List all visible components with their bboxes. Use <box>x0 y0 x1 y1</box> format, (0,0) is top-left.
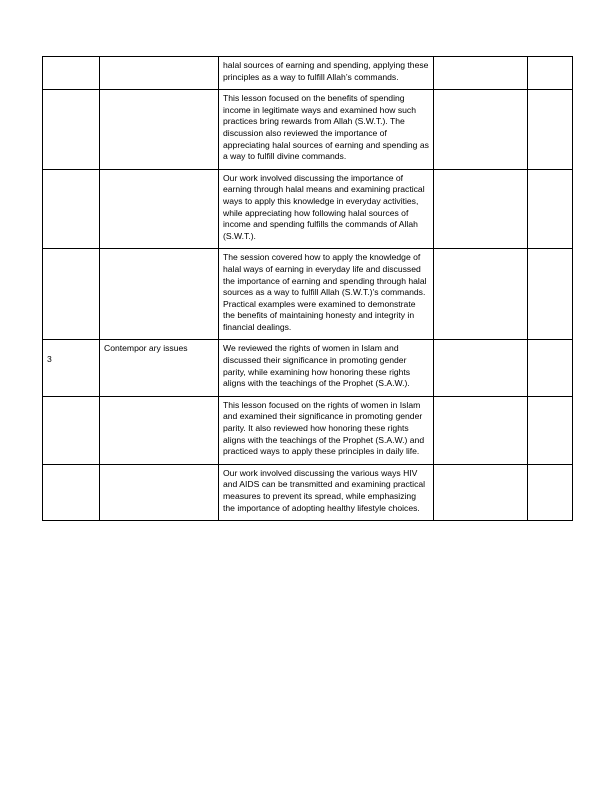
table-row <box>43 57 573 90</box>
summary-cell: We reviewed the rights of women in Islam and discussed their significance in promoting gender parity, while examining how honoring these rights aligns with the teachings of the Prophet (S.A.W.). <box>219 340 434 396</box>
lesson-summary-table <box>42 56 573 521</box>
summary-cell: This lesson focused on the rights of women in Islam and examined their significance in promoting gender parity. It also reviewed how honoring these rights aligns with the teachings of the Prophet (S.A.W.) and practiced ways to apply these principles in daily life. <box>219 396 434 464</box>
empty-cell <box>528 340 573 396</box>
table-row <box>43 340 573 396</box>
week-cell <box>43 249 100 340</box>
empty-cell <box>434 57 528 90</box>
table-row <box>43 90 573 170</box>
week-cell <box>43 169 100 249</box>
empty-cell <box>434 90 528 170</box>
summary-cell: Our work involved discussing the various ways HIV and AIDS can be transmitted and examining practical measures to prevent its spread, while emphasizing the importance of adopting healthy lifestyle choices. <box>219 464 434 520</box>
empty-cell <box>528 249 573 340</box>
week-cell <box>43 57 100 90</box>
empty-cell <box>528 57 573 90</box>
table-row <box>43 464 573 520</box>
topic-cell <box>100 396 219 464</box>
empty-cell <box>528 396 573 464</box>
table-row <box>43 396 573 464</box>
topic-cell <box>100 90 219 170</box>
empty-cell <box>434 169 528 249</box>
summary-cell: Our work involved discussing the importance of earning through halal means and examining practical ways to apply this knowledge in everyday activities, while appreciating how following halal sources of income and spending fulfills the commands of Allah (S.W.T.). <box>219 169 434 249</box>
week-cell <box>43 90 100 170</box>
summary-cell: The session covered how to apply the knowledge of halal ways of earning in everyday life and discussed the importance of earning and spending through halal sources as a way to fulfill Allah (S.W.T.)’s commands. Practical examples were examined to demonstrate the benefits of maintaining honesty and integrity in financial dealings. <box>219 249 434 340</box>
table-row <box>43 249 573 340</box>
topic-cell <box>100 169 219 249</box>
summary-cell: halal sources of earning and spending, applying these principles as a way to fulfill Allah’s commands. <box>219 57 434 90</box>
empty-cell <box>434 464 528 520</box>
empty-cell <box>528 90 573 170</box>
week-cell <box>43 396 100 464</box>
empty-cell <box>434 340 528 396</box>
topic-cell: Contempor ary issues <box>100 340 219 396</box>
summary-cell: This lesson focused on the benefits of spending income in legitimate ways and examined how such practices bring rewards from Allah (S.W.T.). The discussion also reviewed the importance of appreciating halal sources of earning and spending as a way to fulfill divine commands. <box>219 90 434 170</box>
topic-cell <box>100 464 219 520</box>
week-cell <box>43 464 100 520</box>
empty-cell <box>434 396 528 464</box>
table-row <box>43 169 573 249</box>
topic-cell <box>100 249 219 340</box>
empty-cell <box>434 249 528 340</box>
week-cell: 3 <box>43 340 100 396</box>
topic-cell <box>100 57 219 90</box>
empty-cell <box>528 169 573 249</box>
empty-cell <box>528 464 573 520</box>
